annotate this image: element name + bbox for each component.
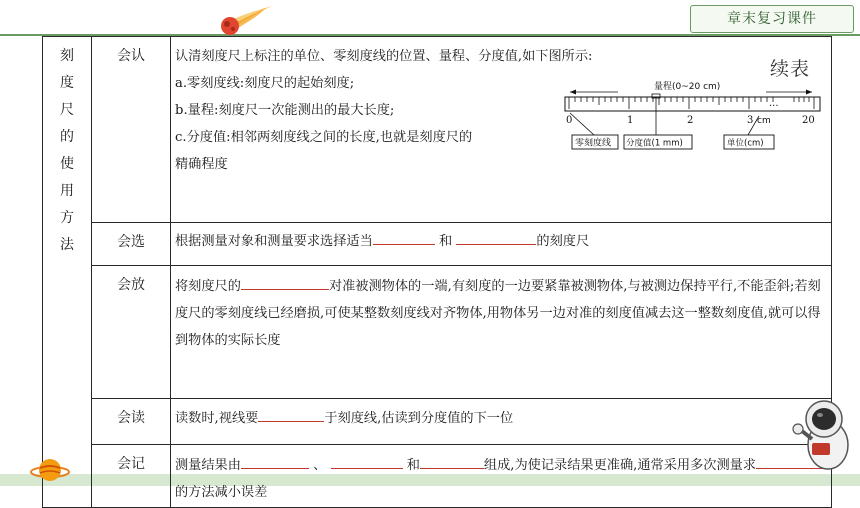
content-text: 和 [406,458,420,473]
content-line: c.分度值:相邻两刻度线之间的长度,也就是刻度尺的 [175,130,473,145]
ruler-figure [556,50,826,160]
content-text: 于刻度线,估读到分度值的下一位 [324,411,514,426]
category-char: 用 [60,183,74,199]
row-content-record [171,445,832,508]
category-char: 法 [60,237,74,253]
row-label-record: 会记 [92,445,171,508]
tick-label: 20 [802,115,815,126]
content-text: 根据测量对象和测量要求选择适当 [175,234,373,249]
content-text: 测量结果由 [175,458,241,473]
row-label-recognize: 会认 [92,37,171,223]
answer-blank[interactable] [420,451,484,469]
answer-blank[interactable] [456,227,536,245]
tick-label: 0 [566,115,573,126]
row-label-select: 会选 [92,223,171,266]
answer-blank[interactable] [258,404,324,422]
row-content-select [171,223,832,266]
category-char: 使 [60,156,74,172]
category-char: 尺 [60,102,74,118]
row-content-place [171,266,832,399]
planet-icon [30,454,70,490]
astronaut-icon [792,395,856,479]
category-cell [43,37,92,508]
continued-label: 续表 [770,58,811,80]
content-text: 的方法减小误差 [175,485,268,500]
content-text: 、 [313,458,327,473]
content-line: 认清刻度尺上标注的单位、零刻度线的位置、量程、分度值,如下图所示: [175,49,593,64]
category-char: 度 [60,75,74,91]
ruler-diagram [556,50,826,160]
tick-label: 2 [687,115,694,126]
answer-blank[interactable] [373,227,435,245]
row-label-place: 会放 [92,266,171,399]
callout-unit: 单位(cm) [727,138,764,149]
answer-blank[interactable] [241,272,329,290]
courseware-badge: 章末复习课件 [690,5,854,33]
meteor-icon [214,4,274,40]
ruler-unit: cm [757,116,771,126]
tick-label: 3 [747,115,754,126]
row-label-read: 会读 [92,399,171,445]
callout-division: 分度值(1 mm) [626,138,683,149]
range-label: 量程(0~20 cm) [654,82,721,92]
content-text: 和 [439,234,453,249]
content-text: 对准被测物体的一端,有刻度的一边要紧靠被测物体,与被测边保持平行,不能歪斜;若刻度尺的零刻度线已经磨损,可使某整数刻度线对齐物体,用物体另一边对准的刻度值减去这一整数刻度值,就可以得到物体的实际长度 [175,279,821,348]
callout-zero: 零刻度线 [575,138,612,149]
content-line: b.量程:刻度尺一次能测出的最大长度; [175,103,395,118]
category-char: 刻 [60,48,74,64]
category-char: 的 [60,129,74,145]
content-line: 精确程度 [175,157,228,172]
content-line: a.零刻度线:刻度尺的起始刻度; [175,76,355,91]
content-text: 读数时,视线要 [175,411,259,426]
content-text: 组成,为使记录结果更准确,通常采用多次测量求 [483,458,757,473]
ruler-ellipsis: ··· [769,101,779,112]
answer-blank[interactable] [241,451,309,469]
row-content-read [171,399,832,445]
tick-label: 1 [627,115,634,126]
answer-blank[interactable] [331,451,403,469]
content-text: 将刻度尺的 [175,279,241,294]
content-text: 的刻度尺 [536,234,590,249]
category-char: 方 [60,210,74,226]
